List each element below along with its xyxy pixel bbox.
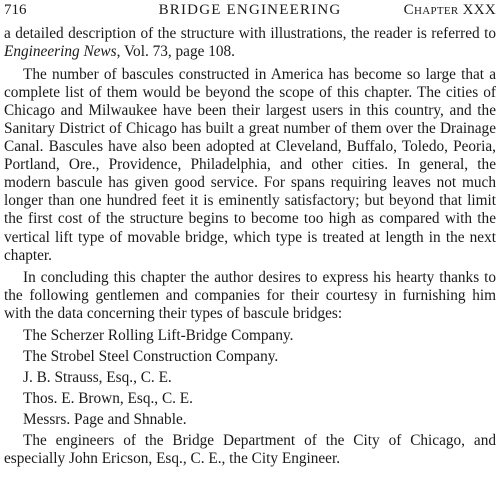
journal-title: Engineering News xyxy=(4,43,117,61)
paragraph-continuation xyxy=(4,25,496,61)
acknowledgment-item: The Strobel Steel Construction Company. xyxy=(23,347,279,365)
acknowledgment-item: J. B. Strauss, Esq., C. E. xyxy=(23,368,172,386)
paragraph-text: a detailed description of the structure with illustrations, the reader is referred to xyxy=(4,25,496,42)
acknowledgment-item: Thos. E. Brown, Esq., C. E. xyxy=(23,389,193,407)
acknowledgment-item: Messrs. Page and Shnable. xyxy=(23,410,187,428)
acknowledgment-item: The Scherzer Rolling Lift-Bridge Company. xyxy=(23,326,294,344)
running-title: BRIDGE ENGINEERING xyxy=(158,2,342,18)
paragraph-bascules: The number of bascules constructed in America has become so large that a complete list of them would be beyond the scope of this chapter. The cities of Chicago and Milwaukee have been their largest users in this country, and the Sanitary District of Chicago has built a great number of them over the Drainage Canal. Bascules have also been adopted at Cleveland, Buffalo, Toledo, Peoria, Portland, Ore., Providence, Philadelphia, and other cities. In general, the modern bascule has given good service. For spans requiring leaves not much longer than one hundred feet it is eminently satisfactory; but beyond that limit the first cost of the structure begins to become too high as compared with the vertical lift type of movable bridge, which type is treated at length in the next chapter. xyxy=(4,65,496,264)
paragraph-text: , Vol. 73, page 108. xyxy=(116,43,236,61)
paragraph-acknowledgment-intro: In concluding this chapter the author desires to express his hearty thanks to the following gentlemen and companies for their courtesy in furnishing him with the data concerning their types of bascule bridges: xyxy=(4,269,496,323)
page-header xyxy=(4,0,496,20)
acknowledgment-item: The engineers of the Bridge Department of the City of Chicago, and especially John Ericson, Esq., C. E., the City Engineer. xyxy=(4,431,496,468)
chapter-label: Chapter XXX xyxy=(403,2,496,18)
page-number: 716 xyxy=(4,2,27,18)
page-body xyxy=(4,25,496,468)
